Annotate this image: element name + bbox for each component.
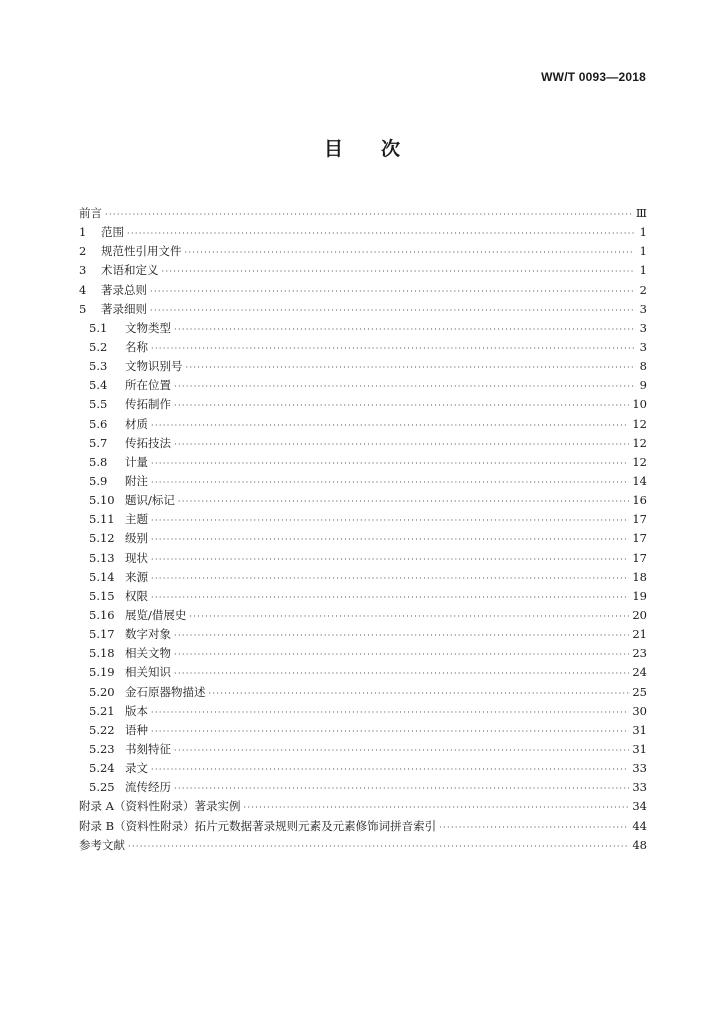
toc-entry-page: 23: [632, 646, 647, 661]
toc-entry-number: 5.20: [89, 684, 115, 699]
toc-entry-number: 5.3: [89, 359, 108, 374]
toc-entry-title: 计量: [125, 454, 148, 469]
toc-entry-title: 范围: [101, 225, 124, 240]
toc-dot-leader: [174, 741, 629, 760]
toc-dot-leader: [162, 262, 635, 281]
toc-entry[interactable]: [79, 702, 647, 721]
toc-dot-leader: [151, 339, 634, 358]
toc-entry[interactable]: [79, 491, 647, 510]
toc-entry-page: 9: [639, 378, 647, 393]
toc-entry[interactable]: [79, 644, 647, 663]
toc-dot-leader: [151, 454, 629, 473]
toc-dot-leader: [189, 607, 629, 626]
toc-entry-page: 8: [639, 359, 647, 374]
toc-entry[interactable]: [79, 338, 647, 357]
toc-entry-number: 5.2: [89, 339, 108, 354]
toc-entry-title: 附注: [125, 473, 148, 488]
toc-dot-leader: [209, 684, 630, 703]
toc-entry-page: 19: [632, 588, 647, 603]
toc-entry[interactable]: [79, 529, 647, 548]
toc-entry[interactable]: [79, 606, 647, 625]
toc-entry-page: 1: [639, 263, 647, 278]
toc-dot-leader: [151, 511, 629, 530]
toc-entry-title: 附录 B（资料性附录）拓片元数据著录规则元素及元素修饰词拼音索引: [79, 818, 437, 833]
toc-entry-title: 著录总则: [101, 282, 147, 297]
toc-entry-title: 权限: [125, 588, 148, 603]
toc-entry[interactable]: [79, 415, 647, 434]
toc-dot-leader: [174, 779, 629, 798]
toc-entry-page: 1: [639, 225, 647, 240]
toc-entry-title: 流传经历: [125, 780, 171, 795]
toc-entry-title: 主题: [125, 512, 148, 527]
toc-entry-number: 5.19: [89, 665, 115, 680]
toc-entry[interactable]: [79, 434, 647, 453]
toc-entry-title: 书刻特征: [125, 741, 171, 756]
toc-entry-title: 附录 A（资料性附录）著录实例: [79, 799, 241, 814]
toc-entry-page: 14: [632, 473, 647, 488]
toc-entry-number: 5.21: [89, 703, 115, 718]
toc-entry-number: 5: [79, 301, 87, 316]
toc-entry-number: 1: [79, 225, 87, 240]
toc-entry-number: 5.22: [89, 722, 115, 737]
toc-entry-page: 3: [639, 320, 647, 335]
table-of-contents: [79, 204, 647, 855]
toc-entry-title: 所在位置: [125, 378, 171, 393]
toc-entry-page: 1: [639, 244, 647, 259]
toc-entry-page: 10: [632, 397, 647, 412]
toc-entry-page: 3: [639, 301, 647, 316]
toc-entry-title: 级别: [125, 531, 148, 546]
toc-entry[interactable]: [79, 721, 647, 740]
toc-entry[interactable]: [79, 778, 647, 797]
toc-entry[interactable]: [79, 740, 647, 759]
toc-dot-leader: [174, 645, 629, 664]
toc-dot-leader: [151, 550, 629, 569]
toc-entry[interactable]: [79, 568, 647, 587]
toc-entry[interactable]: [79, 510, 647, 529]
toc-entry-title: 规范性引用文件: [101, 244, 182, 259]
toc-entry-page: 18: [632, 569, 647, 584]
toc-entry-title: 题识/标记: [125, 493, 175, 508]
toc-entry-page: 44: [632, 818, 647, 833]
toc-entry[interactable]: [79, 357, 647, 376]
toc-entry-number: 5.16: [89, 607, 115, 622]
toc-entry-title: 相关文物: [125, 646, 171, 661]
toc-dot-leader: [127, 224, 634, 243]
page-title-part2: 次: [381, 138, 401, 160]
toc-entry-title: 展览/借展史: [125, 607, 187, 622]
toc-entry-page: 20: [632, 607, 647, 622]
toc-entry-number: 5.11: [89, 512, 115, 527]
toc-entry-page: 17: [632, 512, 647, 527]
toc-entry-title: 著录细则: [101, 301, 147, 316]
toc-entry-number: 2: [79, 244, 87, 259]
toc-dot-leader: [151, 569, 629, 588]
toc-entry[interactable]: [79, 625, 647, 644]
toc-entry-title: 来源: [125, 569, 148, 584]
toc-entry[interactable]: [79, 395, 647, 414]
toc-dot-leader: [174, 435, 629, 454]
toc-dot-leader: [105, 205, 633, 224]
toc-entry-title: 相关知识: [125, 665, 171, 680]
toc-entry[interactable]: [79, 204, 647, 223]
toc-entry-page: 16: [632, 493, 647, 508]
toc-entry-title: 术语和定义: [101, 263, 159, 278]
toc-entry[interactable]: [79, 759, 647, 778]
toc-entry[interactable]: [79, 587, 647, 606]
toc-dot-leader: [174, 396, 629, 415]
toc-entry-title: 名称: [125, 339, 148, 354]
toc-dot-leader: [243, 798, 629, 817]
toc-entry[interactable]: [79, 797, 647, 816]
toc-entry[interactable]: [79, 261, 647, 280]
toc-entry-title: 传拓制作: [125, 397, 171, 412]
toc-entry-title: 录文: [125, 761, 148, 776]
toc-entry-title: 参考文献: [79, 837, 125, 852]
toc-dot-leader: [174, 664, 629, 683]
toc-entry-title: 金石原器物描述: [125, 684, 206, 699]
toc-dot-leader: [174, 626, 629, 645]
toc-entry[interactable]: [79, 817, 647, 836]
toc-entry[interactable]: [79, 376, 647, 395]
toc-entry-number: 5.9: [89, 473, 108, 488]
toc-dot-leader: [150, 282, 634, 301]
toc-entry-page: 30: [632, 703, 647, 718]
toc-dot-leader: [151, 703, 629, 722]
toc-entry-number: 5.15: [89, 588, 115, 603]
toc-entry-page: Ⅲ: [635, 206, 647, 220]
toc-dot-leader: [151, 588, 629, 607]
toc-entry-page: 24: [632, 665, 647, 680]
toc-entry-number: 5.18: [89, 646, 115, 661]
toc-entry-title: 前言: [79, 206, 102, 220]
toc-entry-number: 5.4: [89, 378, 108, 393]
toc-dot-leader: [186, 358, 635, 377]
toc-dot-leader: [178, 492, 629, 511]
page-title-part1: 目: [323, 138, 343, 160]
toc-dot-leader: [151, 760, 629, 779]
toc-entry-number: 5.6: [89, 416, 108, 431]
standard-code: WW/T 0093—2018: [541, 70, 646, 84]
toc-entry-page: 12: [632, 416, 647, 431]
toc-dot-leader: [150, 301, 634, 320]
toc-dot-leader: [439, 818, 629, 837]
toc-entry-page: 12: [632, 454, 647, 469]
toc-entry-number: 5.23: [89, 741, 115, 756]
toc-entry-page: 31: [632, 741, 647, 756]
toc-entry-title: 版本: [125, 703, 148, 718]
toc-entry-page: 48: [632, 837, 647, 852]
toc-entry-title: 文物类型: [125, 320, 171, 335]
toc-entry-number: 4: [79, 282, 87, 297]
toc-dot-leader: [174, 320, 634, 339]
toc-entry-page: 25: [632, 684, 647, 699]
toc-entry-number: 5.1: [89, 320, 108, 335]
toc-entry-title: 文物识别号: [125, 359, 183, 374]
page-title: [0, 134, 724, 161]
toc-entry-title: 材质: [125, 416, 148, 431]
toc-entry-page: 33: [632, 761, 647, 776]
toc-entry[interactable]: [79, 453, 647, 472]
toc-entry-page: 33: [632, 780, 647, 795]
toc-dot-leader: [128, 837, 629, 856]
toc-entry-number: 5.5: [89, 397, 108, 412]
toc-entry[interactable]: [79, 319, 647, 338]
toc-dot-leader: [151, 473, 629, 492]
toc-entry[interactable]: [79, 223, 647, 242]
toc-entry[interactable]: [79, 836, 647, 855]
toc-entry-title: 数字对象: [125, 627, 171, 642]
toc-entry-number: 5.7: [89, 435, 108, 450]
toc-entry-page: 21: [632, 627, 647, 642]
toc-entry[interactable]: [79, 300, 647, 319]
toc-entry-number: 5.13: [89, 550, 115, 565]
toc-entry-number: 5.24: [89, 761, 115, 776]
toc-entry-number: 5.12: [89, 531, 115, 546]
toc-entry-page: 2: [639, 282, 647, 297]
toc-dot-leader: [151, 530, 629, 549]
toc-entry-title: 现状: [125, 550, 148, 565]
toc-entry-page: 17: [632, 550, 647, 565]
toc-dot-leader: [151, 722, 629, 741]
toc-entry-title: 传拓技法: [125, 435, 171, 450]
toc-dot-leader: [185, 243, 635, 262]
toc-entry[interactable]: [79, 242, 647, 261]
toc-entry[interactable]: [79, 281, 647, 300]
toc-dot-leader: [151, 416, 629, 435]
toc-entry[interactable]: [79, 663, 647, 682]
toc-entry-title: 语种: [125, 722, 148, 737]
toc-entry-page: 12: [632, 435, 647, 450]
toc-entry[interactable]: [79, 472, 647, 491]
toc-entry[interactable]: [79, 549, 647, 568]
toc-entry-number: 3: [79, 263, 87, 278]
toc-dot-leader: [174, 377, 634, 396]
toc-entry-page: 17: [632, 531, 647, 546]
toc-entry-page: 31: [632, 722, 647, 737]
toc-entry-number: 5.8: [89, 454, 108, 469]
toc-entry-number: 5.14: [89, 569, 115, 584]
toc-entry-number: 5.25: [89, 780, 115, 795]
toc-entry-page: 34: [632, 799, 647, 814]
toc-entry-page: 3: [639, 339, 647, 354]
toc-entry[interactable]: [79, 683, 647, 702]
toc-entry-number: 5.17: [89, 627, 115, 642]
toc-entry-number: 5.10: [89, 493, 115, 508]
